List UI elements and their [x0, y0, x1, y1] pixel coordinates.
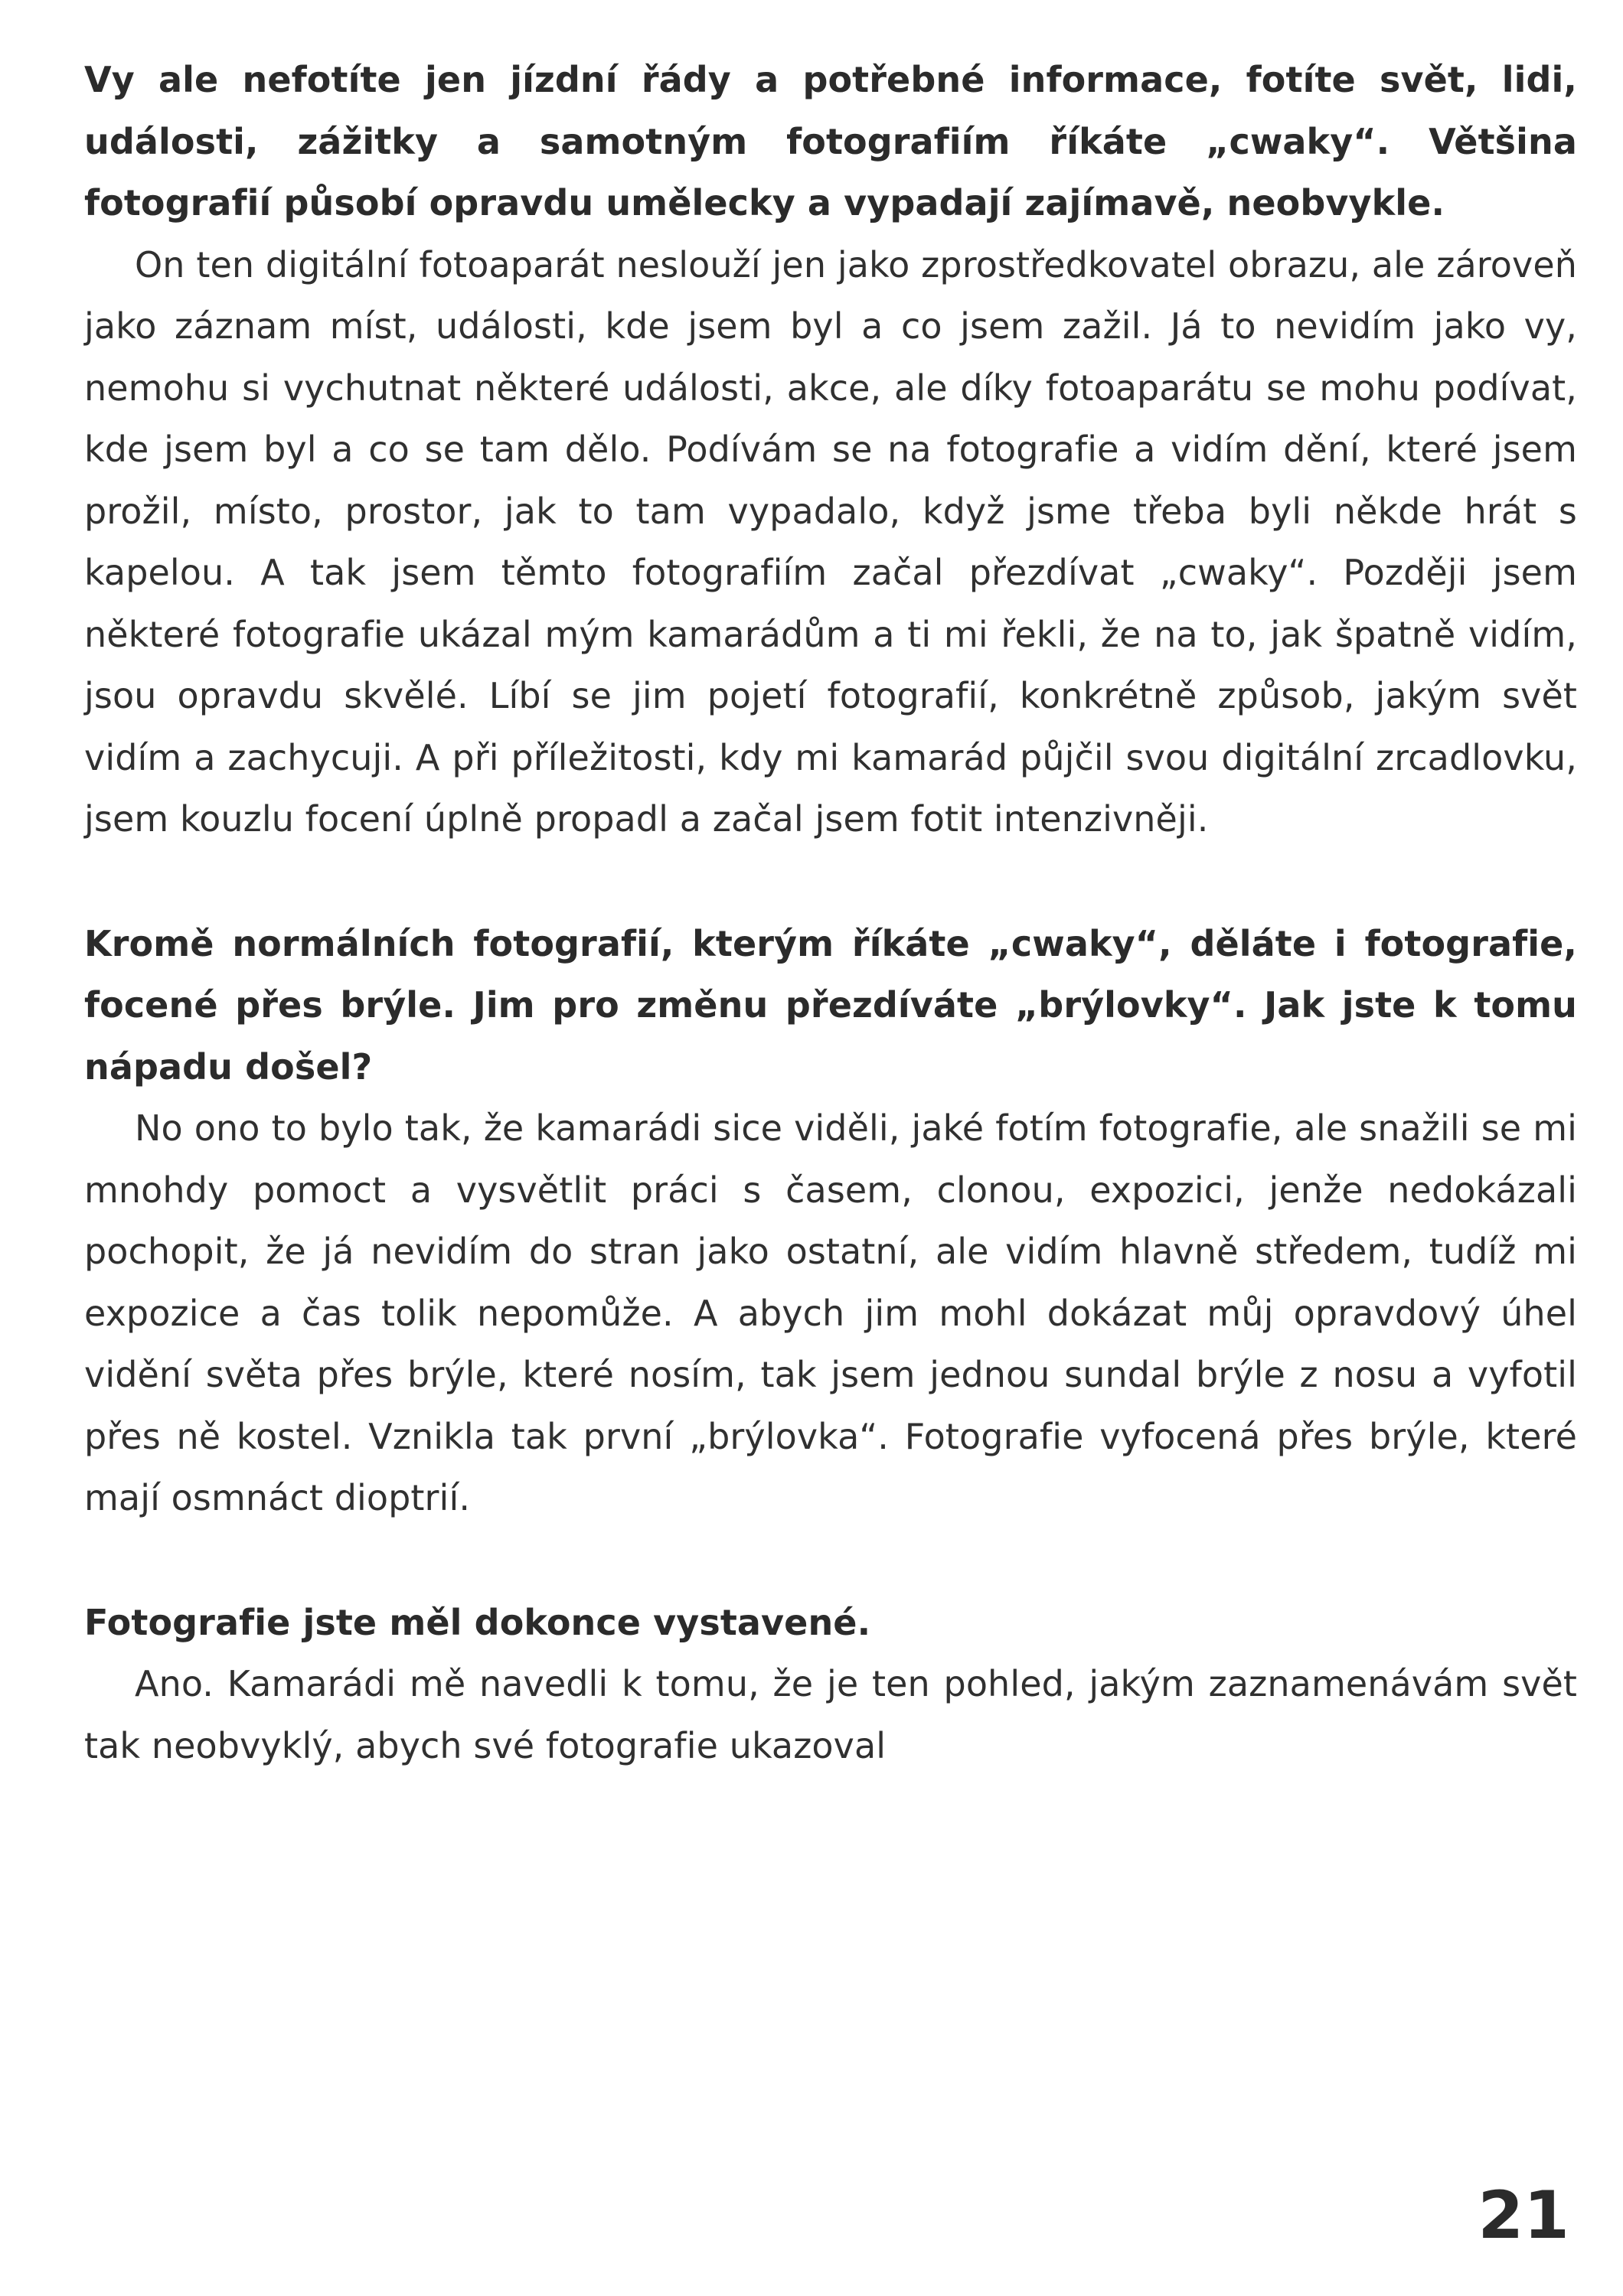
page-number: 21	[1478, 2177, 1569, 2254]
section-gap	[84, 850, 1577, 913]
answer-paragraph: On ten digitální fotoaparát neslouží jen jako zprostředkovatel obrazu, ale zároveň jako záznam míst, události, kde jsem byl a co jsem zažil. Já to nevidím jako vy, nemohu si vychutnat některé události, akce, ale díky fotoaparátu se mohu podívat, kde jsem byl a co se tam dělo. Podívám se na fotografie a vidím dění, které jsem prožil, místo, prostor, jak to tam vypadalo, když jsme třeba byli někde hrát s kapelou. A tak jsem těmto fotografiím začal přezdívat „cwaky“. Později jsem některé fotografie ukázal mým kamarádům a ti mi řekli, že na to, jak špatně vidím, jsou opravdu skvělé. Líbí se jim pojetí fotografií, konkrétně způsob, jakým svět vidím a zachycuji. A při příležitosti, kdy mi kamarád půjčil svou digitální zrcadlovku, jsem kouzlu focení úplně propadl a začal jsem fotit intenzivněji.	[84, 243, 1577, 840]
question-paragraph: Fotografie jste měl dokonce vystavené.	[84, 1601, 871, 1643]
answer-paragraph: No ono to bylo tak, že kamarádi sice viděli, jaké fotím fotografie, ale snažili se mi mnohdy pomoct a vysvětlit práci s časem, clonou, expozici, jenže nedokázali pochopit, že já nevidím do stran jako ostatní, ale vidím hlavně středem, tudíž mi expozice a čas tolik nepomůže. A abych jim mohl dokázat můj opravdový úhel vidění světa přes brýle, které nosím, tak jsem jednou sundal brýle z nosu a vyfotil přes ně kostel. Vznikla tak první „brýlovka“. Fotografie vyfocená přes brýle, které mají osmnáct dioptrií.	[84, 1107, 1577, 1518]
answer-paragraph: Ano. Kamarádi mě navedli k tomu, že je ten pohled, jakým zaznamenávám svět tak neobvyklý, abych své fotografie ukazoval	[84, 1663, 1577, 1766]
section-gap	[84, 1529, 1577, 1592]
question-paragraph: Kromě normálních fotografií, kterým říkáte „cwaky“, děláte i fotografie, focené přes brýle. Jim pro změnu přezdíváte „brýlovky“. Jak jste k tomu nápadu došel?	[84, 922, 1577, 1088]
question-continued: Vy ale nefotíte jen jízdní řády a potřebné informace, fotíte svět, lidi, události, zážitky a samotným fotografiím říkáte „cwaky“. Většina fotografií působí opravdu umělecky a vypadají zajímavě, neobvykle.	[84, 59, 1577, 223]
text-column	[84, 49, 1577, 1776]
